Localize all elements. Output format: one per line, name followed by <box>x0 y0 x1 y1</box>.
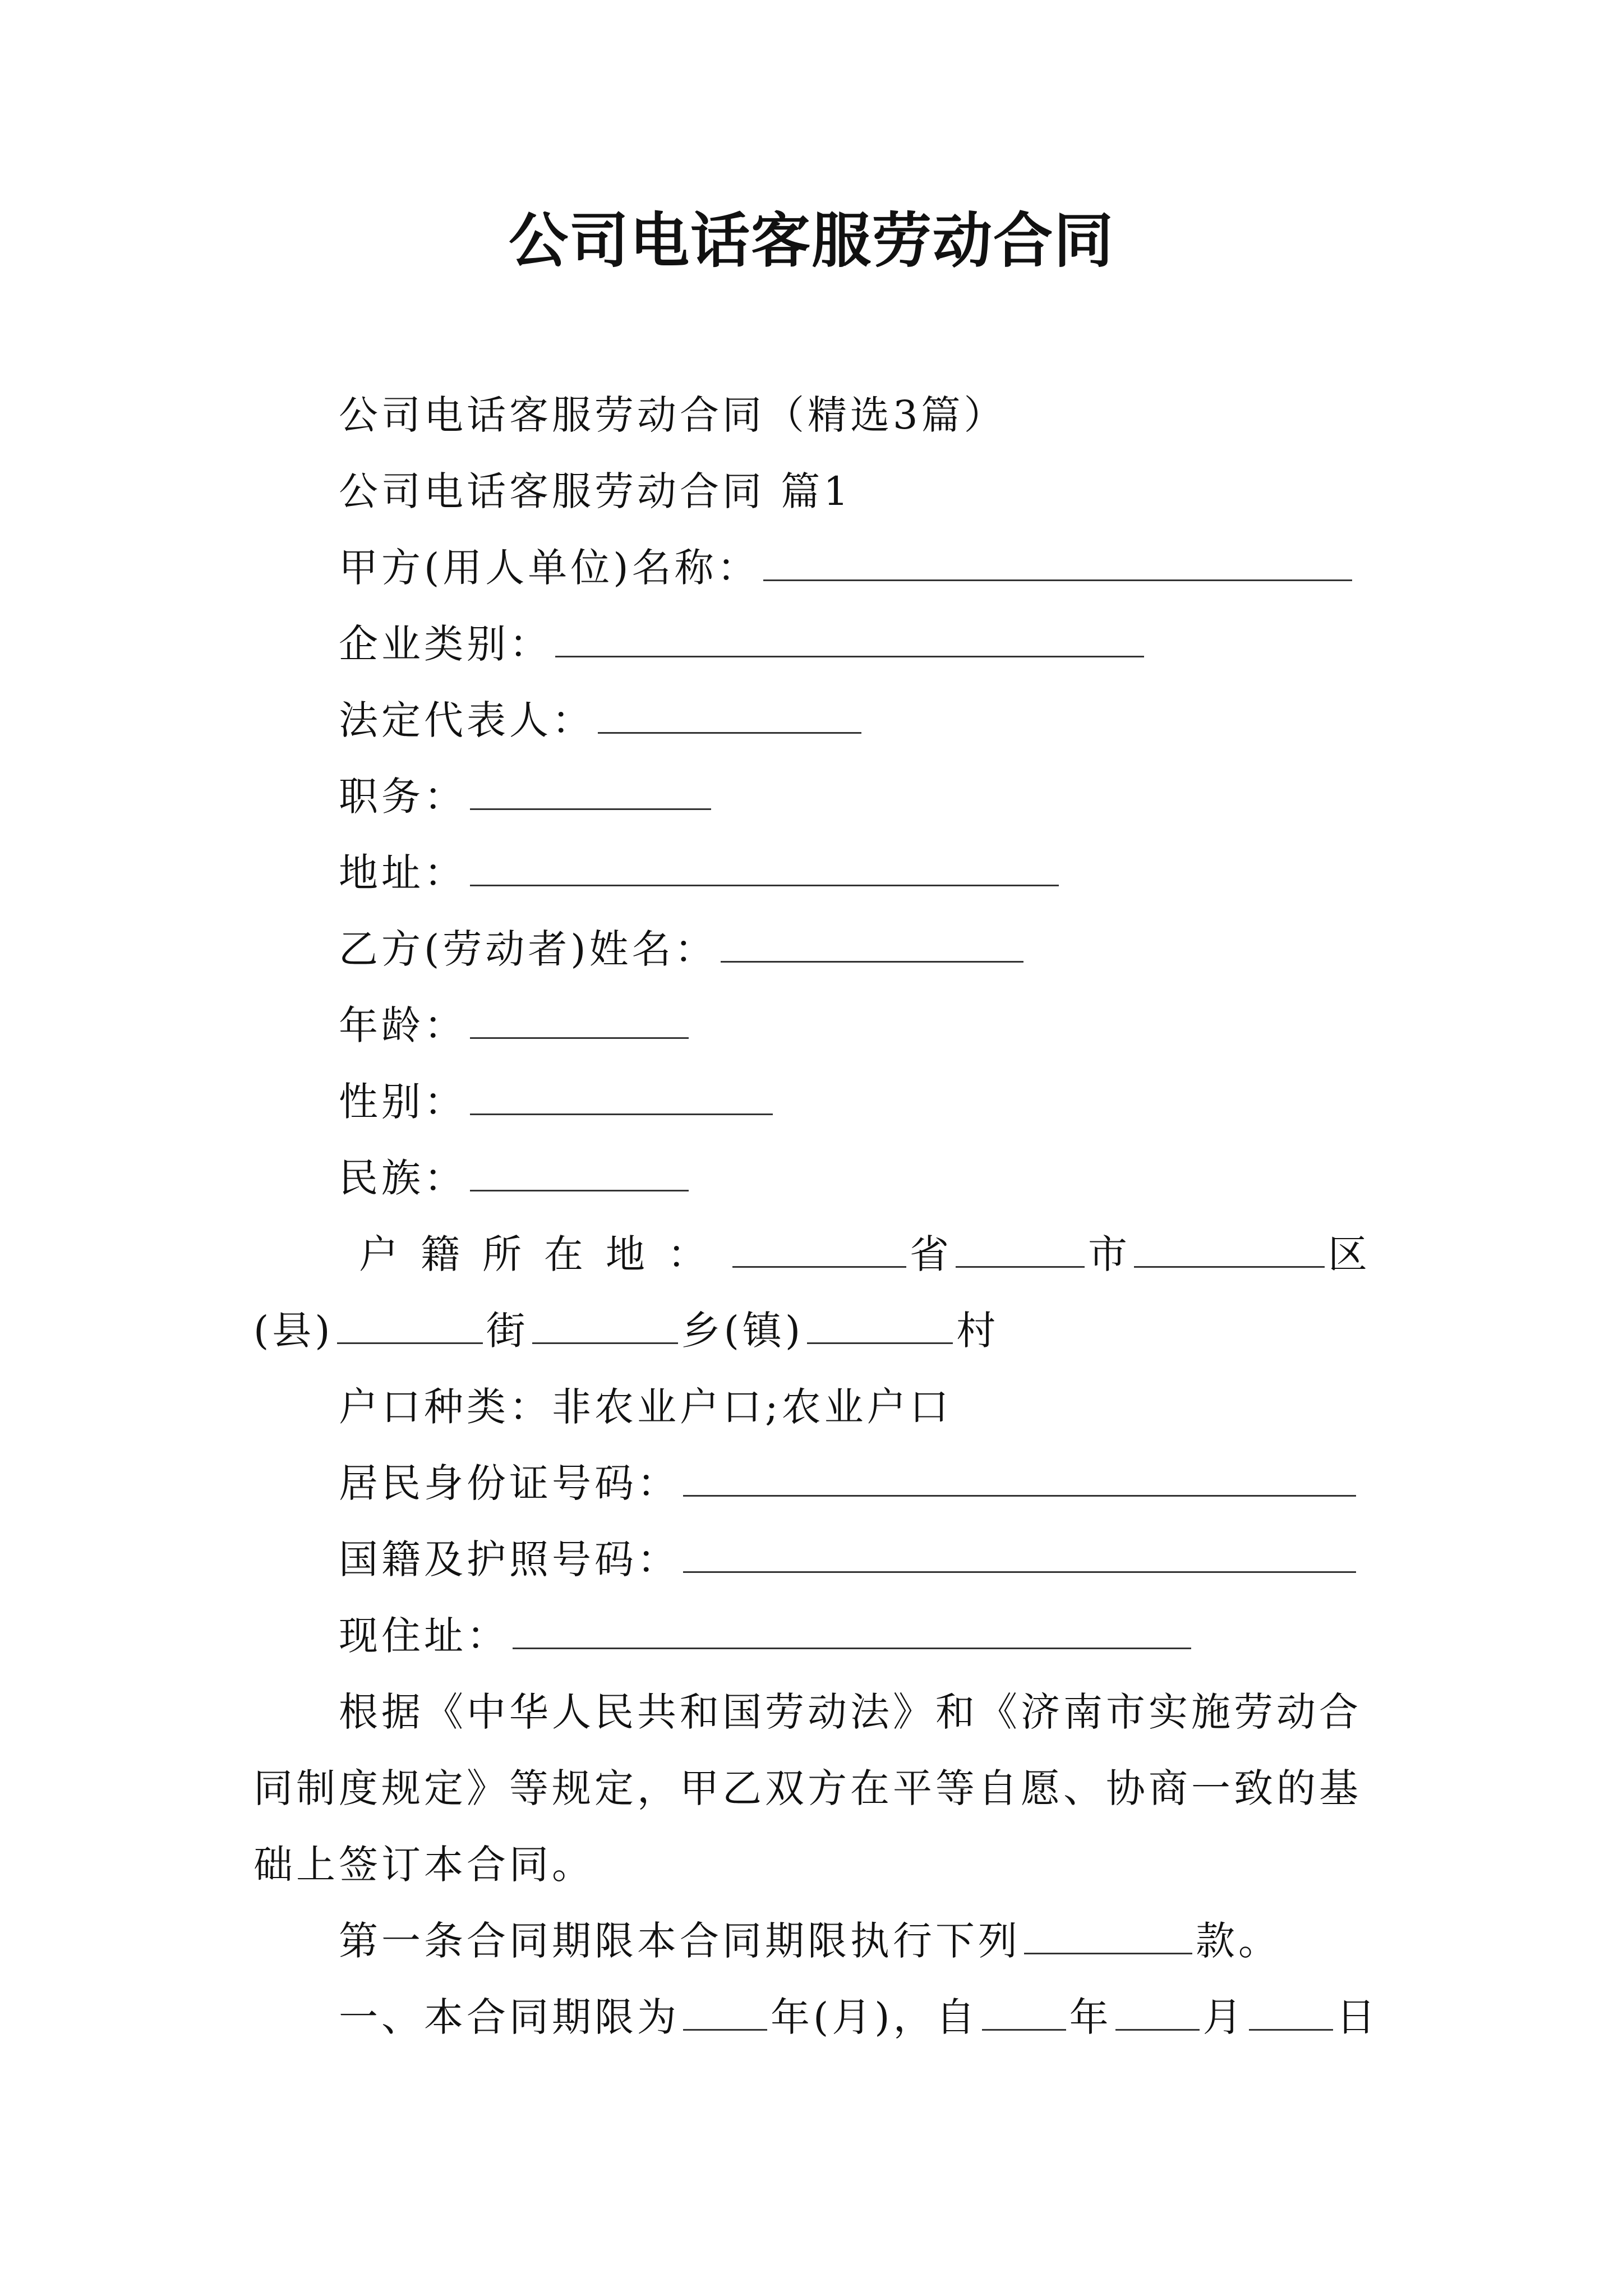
gender-field <box>339 1074 776 1130</box>
subtitle: 公司电话客服劳动合同（精选3篇） <box>339 392 1007 438</box>
term-text-1: 一、本合同期限为 <box>339 1994 680 2040</box>
document-title: 公司电话客服劳动合同 <box>509 206 1114 275</box>
enterprise-type-blank[interactable] <box>555 616 1144 657</box>
street-blank[interactable] <box>532 1303 678 1344</box>
address-label: 地址： <box>339 850 467 896</box>
term-text-3: 年 <box>1069 1994 1112 2040</box>
position-label: 职务： <box>339 774 467 820</box>
household-reg-label: 户籍所在地： <box>359 1231 729 1277</box>
term-text-5: 日 <box>1336 1994 1379 2040</box>
household-reg-line2 <box>253 1303 999 1359</box>
section-heading: 公司电话客服劳动合同 篇1 <box>339 468 852 514</box>
hukou-type: 户口种类：非农业户口;农业户口 <box>339 1384 952 1430</box>
start-year-blank[interactable] <box>982 1990 1066 2031</box>
party-a-blank[interactable] <box>763 540 1352 581</box>
township-blank[interactable] <box>807 1303 953 1344</box>
start-day-blank[interactable] <box>1249 1990 1333 2031</box>
age-field <box>339 997 692 1053</box>
party-b-field <box>339 921 1027 977</box>
township-label: 乡(镇) <box>681 1308 804 1354</box>
city-label: 市 <box>1088 1231 1131 1277</box>
city-blank[interactable] <box>956 1227 1085 1268</box>
party-b-blank[interactable] <box>721 922 1023 963</box>
passport-blank[interactable] <box>683 1532 1356 1573</box>
address-field <box>339 845 1062 901</box>
enterprise-type-label: 企业类别： <box>339 621 552 667</box>
legal-rep-blank[interactable] <box>598 693 861 734</box>
paragraph-line-3: 础上签订本合同。 <box>253 1842 594 1888</box>
gender-label: 性别： <box>339 1079 467 1125</box>
article-1 <box>339 1913 1281 1969</box>
district-blank[interactable] <box>1134 1227 1325 1268</box>
legal-rep-field <box>339 692 865 748</box>
party-a-label: 甲方(用人单位)名称： <box>339 545 760 591</box>
enterprise-type-field <box>339 616 1147 672</box>
street-label: 街 <box>486 1308 529 1354</box>
id-number-blank[interactable] <box>683 1456 1356 1497</box>
ethnicity-blank[interactable] <box>470 1151 689 1191</box>
current-address-blank[interactable] <box>513 1608 1191 1649</box>
term-text-4: 月 <box>1202 1994 1246 2040</box>
province-label: 省 <box>910 1231 952 1277</box>
position-field <box>339 769 714 825</box>
ethnicity-label: 民族： <box>339 1155 467 1201</box>
current-address-field <box>339 1608 1195 1664</box>
article-1-blank[interactable] <box>1024 1913 1192 1954</box>
party-a-field <box>339 540 1355 596</box>
county-blank[interactable] <box>337 1303 483 1344</box>
party-b-label: 乙方(劳动者)姓名： <box>339 926 717 972</box>
county-label: (县) <box>253 1308 334 1354</box>
id-number-field <box>339 1455 1359 1511</box>
paragraph-line-1: 根据《中华人民共和国劳动法》和《济南市实施劳动合 <box>339 1689 1362 1735</box>
ethnicity-field <box>339 1150 692 1206</box>
article-1-end: 款。 <box>1196 1918 1281 1964</box>
paragraph-line-2: 同制度规定》等规定，甲乙双方在平等自愿、协商一致的基 <box>253 1765 1362 1811</box>
term-text-2: 年(月)，自 <box>771 1994 979 2040</box>
position-blank[interactable] <box>470 769 711 810</box>
province-blank[interactable] <box>732 1227 906 1268</box>
household-reg-line1 <box>359 1226 1371 1282</box>
village-label: 村 <box>956 1308 999 1354</box>
age-blank[interactable] <box>470 998 689 1039</box>
legal-rep-label: 法定代表人： <box>339 697 594 743</box>
age-label: 年龄： <box>339 1002 467 1048</box>
gender-blank[interactable] <box>470 1074 773 1115</box>
term-line <box>339 1989 1379 2045</box>
address-blank[interactable] <box>470 845 1059 886</box>
current-address-label: 现住址： <box>339 1613 509 1659</box>
start-month-blank[interactable] <box>1115 1990 1200 2031</box>
passport-label: 国籍及护照号码： <box>339 1536 680 1582</box>
term-years-blank[interactable] <box>683 1990 767 2031</box>
article-1-text: 第一条合同期限本合同期限执行下列 <box>339 1918 1021 1964</box>
district-label: 区 <box>1328 1231 1371 1277</box>
id-number-label: 居民身份证号码： <box>339 1460 680 1506</box>
passport-field <box>339 1531 1359 1588</box>
